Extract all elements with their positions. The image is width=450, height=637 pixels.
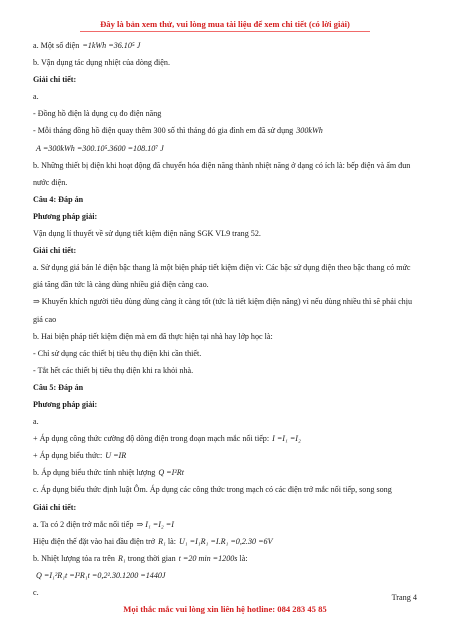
text-line bbox=[33, 550, 419, 567]
formula-line bbox=[33, 140, 419, 157]
text: b. Nhiệt lượng tỏa ra trên bbox=[33, 553, 115, 563]
text-line bbox=[33, 37, 419, 54]
section-heading: Giải chi tiết: bbox=[33, 246, 77, 256]
text-line bbox=[33, 464, 419, 481]
formula: Q =I₁²R₁t =I²R₁t =0,2².30.1200 =1440J bbox=[36, 570, 166, 580]
formula: ⇒ I₁ =I₂ =I bbox=[136, 519, 174, 529]
text-line: - Chỉ sử dụng các thiết bị tiêu thụ điện khi cần thiết. bbox=[33, 348, 202, 358]
formula: U =IR bbox=[105, 451, 127, 461]
text: trong thời gian bbox=[127, 553, 176, 563]
formula: =1kWh =36.10⁵ J bbox=[82, 41, 141, 50]
text: b. Áp dụng biểu thức tính nhiệt lượng bbox=[33, 468, 156, 478]
formula-line bbox=[33, 567, 419, 584]
formula: t =20 min =1200s bbox=[178, 553, 238, 563]
text: là: bbox=[167, 536, 176, 546]
text: - Mỗi tháng đồng hồ điện quay thêm 300 số thì tháng đó gia đình em đã sử dụng bbox=[33, 126, 294, 136]
page-number: Trang 4 bbox=[391, 593, 417, 602]
preview-banner: Đây là bản xem thử, vui lòng mua tài liệu để xem chi tiết (có lời giải) bbox=[100, 19, 350, 29]
solution-content bbox=[33, 37, 419, 601]
section-heading: Giải chi tiết: bbox=[33, 502, 77, 512]
text-line: c. bbox=[33, 588, 39, 597]
text-line: - Tắt hết các thiết bị tiêu thụ điện khi ra khỏi nhà. bbox=[33, 365, 194, 375]
text-line: Vận dụng lí thuyết về sử dụng tiết kiệm điện năng SGK VL9 trang 52. bbox=[33, 229, 261, 239]
text-paragraph: c. Áp dụng biểu thức định luật Ôm. Áp dụng các công thức trong mạch có các điện trở mắc nối tiếp, song song bbox=[33, 485, 392, 495]
formula: U₁ =I₁R₁ =I.R₁ =0,2.30 =6V bbox=[178, 536, 273, 546]
text-line bbox=[33, 122, 419, 139]
text-line: a. bbox=[33, 92, 39, 102]
text-line bbox=[33, 430, 419, 447]
banner-divider bbox=[80, 31, 370, 32]
text: + Áp dụng công thức cường độ dòng điện trong đoạn mạch mắc nối tiếp: bbox=[33, 434, 270, 444]
question-heading: Câu 5: Đáp án bbox=[33, 382, 84, 392]
section-heading: Phương pháp giải: bbox=[33, 211, 98, 221]
text-paragraph: ⇒ Khuyến khích người tiêu dùng dùng càng ít càng tốt (tức là tiết kiệm điện năng) vì nếu dùng nhiều thì sẽ phải chịu giá cao bbox=[33, 297, 413, 324]
formula: R₁ bbox=[158, 536, 166, 546]
hotline-banner: Mọi thắc mắc vui lòng xin liên hệ hotline: 084 283 45 85 bbox=[123, 604, 327, 614]
text-line bbox=[33, 533, 419, 550]
text: Hiệu điện thế đặt vào hai đầu điện trở bbox=[33, 536, 156, 546]
text: a. Ta có 2 điện trở mắc nối tiếp bbox=[33, 519, 134, 529]
text-paragraph: b. Những thiết bị điện khi hoạt động đã chuyển hóa điện năng thành nhiệt năng ở dạng có ích là: bếp điện và ấm đun nước điện. bbox=[33, 160, 411, 187]
text-line bbox=[33, 516, 419, 533]
formula: A =300kWh =300.10⁵.3600 =108.10⁷ J bbox=[36, 143, 164, 153]
formula: 300kWh bbox=[296, 126, 323, 136]
text-line: b. Vận dụng tác dụng nhiệt của dòng điện. bbox=[33, 58, 170, 68]
section-heading: Phương pháp giải: bbox=[33, 399, 98, 409]
formula: I =I₁ =I₂ bbox=[272, 434, 301, 444]
text: là: bbox=[239, 553, 248, 563]
text: a. Một số điện bbox=[33, 41, 80, 50]
text-line bbox=[33, 447, 419, 464]
formula: R₁ bbox=[117, 553, 126, 563]
section-heading: Giải chi tiết: bbox=[33, 75, 77, 85]
text-line: b. Hai biện pháp tiết kiệm điện mà em đã thực hiện tại nhà hay lớp học là: bbox=[33, 331, 273, 341]
formula: Q =I²Rt bbox=[158, 468, 184, 478]
text: + Áp dụng biểu thức: bbox=[33, 451, 103, 461]
text-line: a. bbox=[33, 417, 39, 427]
question-heading: Câu 4: Đáp án bbox=[33, 194, 84, 204]
text-line: - Đồng hồ điện là dụng cụ đo điện năng bbox=[33, 109, 162, 119]
text-paragraph: a. Sử dụng giá bán lẻ điện bậc thang là một biện pháp tiết kiệm điện vì: Các bậc sử dụng điện theo bậc thang có mức giá tăng dần tức là càng dùng nhiều giá điện càng cao. bbox=[33, 263, 411, 290]
